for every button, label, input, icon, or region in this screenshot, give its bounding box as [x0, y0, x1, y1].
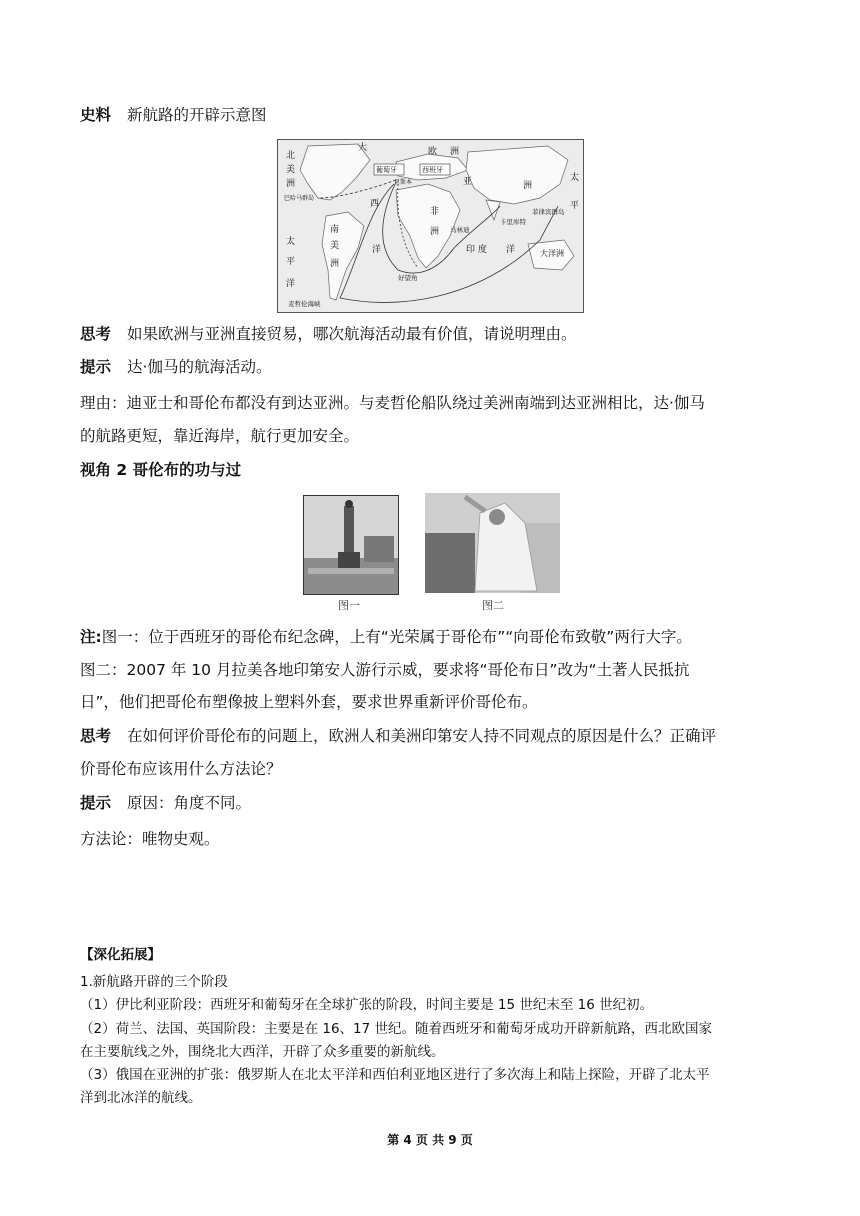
note-line-3: 日”，他们把哥伦布塑像披上塑料外套，要求世界重新评价哥伦布。	[80, 693, 538, 711]
figure-2-photo	[425, 493, 560, 593]
note-text-1: 图一：位于西班牙的哥伦布纪念碑，上有“光荣属于哥伦布”“向哥伦布致敬”两行大字。	[101, 628, 692, 646]
deepen-p2b: 在主要航线之外，围绕北大西洋，开辟了众多重要的新航线。	[80, 1044, 445, 1060]
map-label-pac-ping: 平	[286, 257, 296, 267]
portugal-box	[374, 164, 404, 175]
map-label-asia-zhou: 洲	[523, 181, 533, 191]
map-label-spain: 西班牙	[422, 166, 443, 174]
note-line-1	[80, 626, 692, 648]
map-label-bahamas: 巴哈马群岛	[284, 195, 315, 202]
map-label-europe-zhou: 洲	[450, 147, 460, 157]
map-label-continent: 洲	[286, 179, 296, 189]
map-label-portugal: 葡萄牙	[376, 166, 397, 174]
map-label-malindi: 马林迪	[450, 226, 470, 234]
page-footer: 第 4 页 共 9 页	[387, 1133, 473, 1147]
source-label: 史料	[80, 106, 112, 124]
source-heading	[80, 104, 267, 126]
note-label: 注:	[80, 628, 102, 646]
map-label-north: 北	[286, 151, 296, 161]
map-label-oceania: 大洋洲	[540, 249, 564, 258]
map-label-pac-yang: 洋	[286, 279, 296, 289]
spain-box	[420, 164, 450, 175]
draped-statue-image	[425, 493, 560, 593]
map-label-indian-yang: 洋	[506, 245, 516, 255]
hint-2	[80, 792, 251, 814]
deepen-p1: （1）伊比利亚阶段：西班牙和葡萄牙在全球扩张的阶段，时间主要是 15 世纪末至 16 世纪初。	[80, 997, 654, 1013]
map-label-calicut: 卡里库特	[500, 218, 526, 226]
deepen-heading: 1.新航路开辟的三个阶段	[80, 974, 228, 990]
figure-1-caption: 图一	[338, 599, 360, 612]
think-2-text-1: 在如何评价哥伦布的问题上，欧洲人和美洲印第安人持不同观点的原因是什么？正确评	[127, 727, 717, 745]
think-2-label: 思考	[80, 727, 112, 745]
map-label-europe: 欧	[428, 147, 438, 157]
hint-1-label: 提示	[80, 358, 112, 376]
think-1-label: 思考	[80, 325, 112, 343]
think-2-line-2: 价哥伦布应该用什么方法论？	[80, 760, 282, 778]
map-label-lisbon: 里斯本	[394, 179, 413, 186]
map-label-pac-tai: 太	[286, 237, 296, 247]
map-label-cape: 好望角	[398, 274, 418, 282]
map-label-philippines: 菲律宾群岛	[532, 208, 565, 216]
deepen-p3b: 洋到北冰洋的航线。	[80, 1090, 202, 1106]
reason-line-2: 的航路更短，靠近海岸，航行更加安全。	[80, 427, 360, 445]
hint-2-text: 原因：角度不同。	[127, 794, 252, 812]
map-label-da: 大	[358, 143, 368, 153]
new-route-map	[277, 139, 584, 313]
map-label-atl-yang: 洋	[372, 245, 382, 255]
map-label-pacific-ping: 平	[570, 201, 580, 211]
note-line-2: 图二：2007 年 10 月拉美各地印第安人游行示威，要求将“哥伦布日”改为“土著人民抵抗	[80, 661, 690, 679]
map-label-magellan: 麦哲伦海峡	[288, 300, 321, 308]
think-2	[80, 725, 716, 747]
map-label-america: 美	[286, 165, 296, 175]
deepen-title: 【深化拓展】	[80, 947, 161, 963]
think-1	[80, 323, 577, 345]
figure-2-caption: 图二	[482, 599, 504, 612]
hint-1	[80, 356, 271, 378]
source-title: 新航路的开辟示意图	[127, 106, 267, 124]
map-svg	[278, 140, 583, 312]
think-1-text: 如果欧洲与亚洲直接贸易，哪次航海活动最有价值，请说明理由。	[127, 325, 577, 343]
method-line: 方法论：唯物史观。	[80, 830, 220, 848]
angle-2-heading: 视角 2 哥伦布的功与过	[80, 461, 242, 479]
map-label-indian: 印 度	[466, 245, 487, 255]
deepen-p3a: （3）俄国在亚洲的扩张：俄罗斯人在北太平洋和西伯利亚地区进行了多次海上和陆上探险，开辟了北太平	[80, 1067, 710, 1083]
map-label-west: 西	[370, 199, 380, 209]
reason-line-1: 理由：迪亚士和哥伦布都没有到达亚洲。与麦哲伦船队绕过美洲南端到达亚洲相比，达·伽马	[80, 394, 705, 412]
map-label-asia: 亚	[463, 177, 473, 187]
columbus-monument-image	[304, 496, 398, 594]
map-label-south-zhou: 洲	[330, 259, 340, 269]
map-label-south: 南	[330, 225, 340, 235]
map-label-africa: 非	[430, 207, 440, 217]
map-label-south-america: 美	[330, 241, 340, 251]
deepen-p2a: （2）荷兰、法国、英国阶段：主要是在 16、17 世纪。随着西班牙和葡萄牙成功开辟新航路，西北欧国家	[80, 1021, 713, 1037]
map-label-pacific-tai: 太	[570, 173, 580, 183]
hint-1-text: 达·伽马的航海活动。	[127, 358, 272, 376]
map-label-africa-zhou: 洲	[430, 227, 440, 237]
hint-2-label: 提示	[80, 794, 112, 812]
figure-1-photo	[303, 495, 399, 595]
